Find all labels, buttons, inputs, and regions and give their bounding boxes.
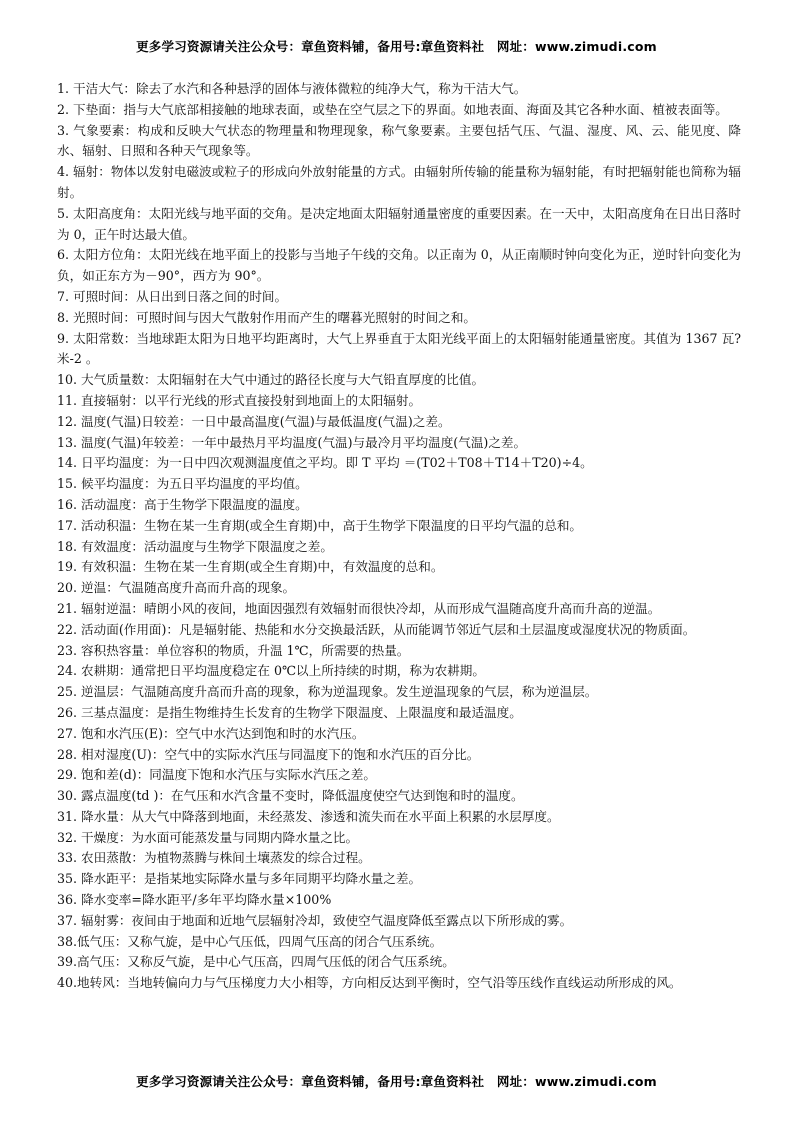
glossary-entry: 37. 辐射雾：夜间由于地面和近地气层辐射冷却，致使空气温度降低至露点以下所形成的雾。 bbox=[57, 912, 573, 928]
glossary-entry: 13. 温度(气温)年较差：一年中最热月平均温度(气温)与最冷月平均温度(气温)之差。 bbox=[57, 434, 527, 450]
glossary-entry: 21. 辐射逆温：晴朗小风的夜间，地面因强烈有效辐射而很快冷却，从而形成气温随高度升高而升高的逆温。 bbox=[57, 600, 661, 616]
glossary-entry: 38.低气压：又称气旋，是中心气压低，四周气压高的闭合气压系统。 bbox=[57, 933, 443, 949]
glossary-entry: 11. 直接辐射：以平行光线的形式直接投射到地面上的太阳辐射。 bbox=[57, 392, 422, 408]
footer-banner: 更多学习资源请关注公众号：章鱼资料铺，备用号:章鱼资料社 网址：www.zimudi.com bbox=[136, 1074, 657, 1089]
glossary-entry: 6. 太阳方位角：太阳光线在地平面上的投影与当地子午线的交角。以正南为 0，从正南顺时钟向变化为正，逆时针向变化为负，如正东方为－90°，西方为 90°。 bbox=[57, 247, 741, 284]
glossary-entry: 9. 太阳常数：当地球距太阳为日地平均距离时，大气上界垂直于太阳光线平面上的太阳辐射能通量密度。其值为 1367 瓦?米-2 。 bbox=[57, 330, 741, 367]
header-banner: 更多学习资源请关注公众号：章鱼资料铺，备用号:章鱼资料社 网址：www.zimudi.com bbox=[136, 39, 657, 54]
glossary-entry: 17. 活动积温：生物在某一生育期(或全生育期)中，高于生物学下限温度的日平均气温的总和。 bbox=[57, 517, 583, 533]
glossary-entry: 20. 逆温：气温随高度升高而升高的现象。 bbox=[57, 580, 296, 596]
glossary-entry: 10. 大气质量数：太阳辐射在大气中通过的路径长度与大气铅直厚度的比值。 bbox=[57, 372, 485, 388]
glossary-entry: 33. 农田蒸散：为植物蒸腾与株间土壤蒸发的综合过程。 bbox=[57, 850, 371, 866]
glossary-entry: 39.高气压：又称反气旋，是中心气压高，四周气压低的闭合气压系统。 bbox=[57, 954, 455, 970]
glossary-entry: 2. 下垫面：指与大气底部相接触的地球表面，或垫在空气层之下的界面。如地表面、海面及其它各种水面、植被表面等。 bbox=[57, 101, 728, 117]
glossary-entry: 35. 降水距平：是指某地实际降水量与多年同期平均降水量之差。 bbox=[57, 871, 422, 887]
glossary-entry: 29. 饱和差(d)：同温度下饱和水汽压与实际水汽压之差。 bbox=[57, 767, 376, 783]
glossary-entry: 36. 降水变率=降水距平/多年平均降水量×100% bbox=[57, 892, 332, 908]
glossary-entry: 25. 逆温层：气温随高度升高而升高的现象，称为逆温现象。发生逆温现象的气层，称为逆温层。 bbox=[57, 684, 598, 700]
glossary-entry: 3. 气象要素：构成和反映大气状态的物理量和物理现象，称气象要素。主要包括气压、气温、湿度、风、云、能见度、降水、辐射、日照和各种天气现象等。 bbox=[57, 122, 741, 159]
glossary-entry: 24. 农耕期：通常把日平均温度稳定在 0℃以上所持续的时期，称为农耕期。 bbox=[57, 663, 485, 679]
glossary-entry: 19. 有效积温：生物在某一生育期(或全生育期)中，有效温度的总和。 bbox=[57, 559, 444, 575]
glossary-entry: 32. 干燥度：为水面可能蒸发量与同期内降水量之比。 bbox=[57, 829, 359, 845]
glossary-entry: 18. 有效温度：活动温度与生物学下限温度之差。 bbox=[57, 538, 333, 554]
glossary-entry: 8. 光照时间：可照时间与因大气散射作用而产生的曙暮光照射的时间之和。 bbox=[57, 309, 477, 325]
glossary-entry: 30. 露点温度(td )：在气压和水汽含量不变时，降低温度使空气达到饱和时的温度。 bbox=[57, 788, 524, 804]
glossary-entry: 4. 辐射：物体以发射电磁波或粒子的形成向外放射能量的方式。由辐射所传输的能量称为辐射能，有时把辐射能也简称为辐射。 bbox=[57, 164, 741, 200]
glossary-entry: 14. 日平均温度：为一日中四次观测温度值之平均。即 T 平均 ＝(T02＋T08＋T14＋T20)÷4。 bbox=[57, 455, 593, 471]
glossary-entry: 22. 活动面(作用面)：凡是辐射能、热能和水分交换最活跃，从而能调节邻近气层和土层温度或湿度状况的物质面。 bbox=[57, 621, 696, 637]
glossary-content bbox=[57, 79, 741, 994]
glossary-entry: 16. 活动温度：高于生物学下限温度的温度。 bbox=[57, 496, 308, 512]
glossary-entry: 28. 相对湿度(U)：空气中的实际水汽压与同温度下的饱和水汽压的百分比。 bbox=[57, 746, 480, 762]
glossary-entry: 12. 温度(气温)日较差：一日中最高温度(气温)与最低温度(气温)之差。 bbox=[57, 413, 451, 429]
glossary-entry: 15. 候平均温度：为五日平均温度的平均值。 bbox=[57, 476, 308, 492]
glossary-entry: 1. 干洁大气：除去了水汽和各种悬浮的固体与液体微粒的纯净大气，称为干洁大气。 bbox=[57, 81, 527, 96]
glossary-entry: 26. 三基点温度：是指生物维持生长发育的生物学下限温度、上限温度和最适温度。 bbox=[57, 704, 522, 720]
glossary-entry: 5. 太阳高度角：太阳光线与地平面的交角。是决定地面太阳辐射通量密度的重要因素。在一天中，太阳高度角在日出日落时为 0，正午时达最大值。 bbox=[57, 205, 741, 242]
glossary-entry: 27. 饱和水汽压(E)：空气中水汽达到饱和时的水汽压。 bbox=[57, 725, 365, 741]
glossary-entry: 31. 降水量：从大气中降落到地面，未经蒸发、渗透和流失而在水平面上积累的水层厚度。 bbox=[57, 808, 560, 824]
glossary-entry: 40.地转风：当地转偏向力与气压梯度力大小相等，方向相反达到平衡时，空气沿等压线作直线运动所形成的风。 bbox=[57, 975, 682, 991]
glossary-entry: 7. 可照时间：从日出到日落之间的时间。 bbox=[57, 288, 288, 304]
glossary-entry: 23. 容积热容量：单位容积的物质，升温 1℃，所需要的热量。 bbox=[57, 642, 410, 658]
